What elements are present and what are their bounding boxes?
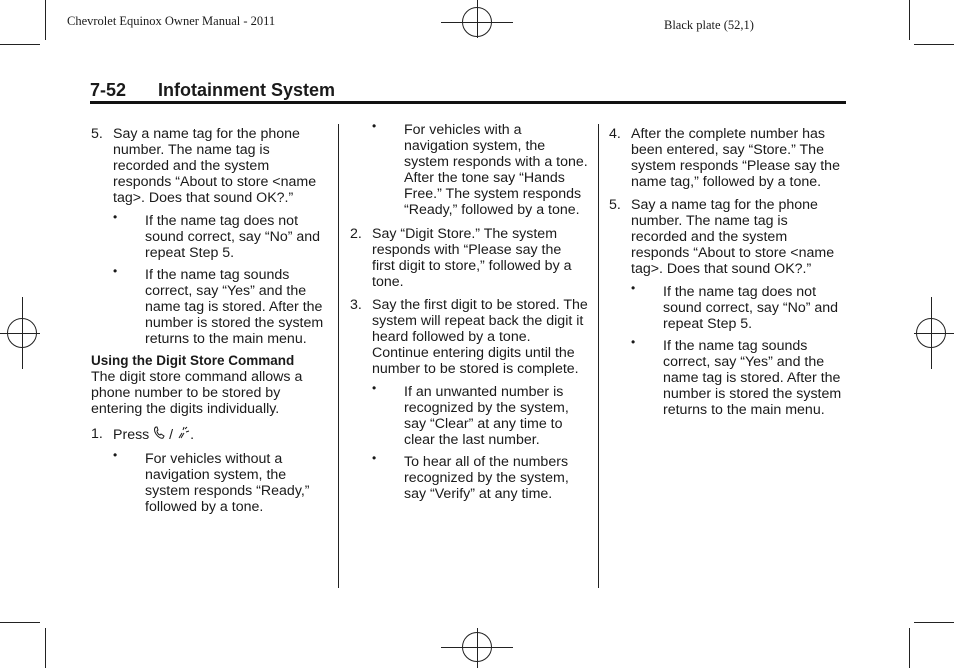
page-number: 7-52 bbox=[90, 80, 127, 100]
crop-mark bbox=[45, 628, 46, 668]
bullet-text: If the name tag sounds correct, say “Yes” and the name tag is stored. After the number is stored the system returns to the main menu. bbox=[663, 338, 842, 418]
crop-mark bbox=[909, 0, 910, 40]
bullet-icon: • bbox=[372, 381, 377, 395]
bullet-text: For vehicles with a navigation system, the system responds with a tone. After the tone say “Hands Free.” The system responds “Ready,” followed by a tone. bbox=[404, 122, 588, 218]
bullet-item bbox=[113, 448, 329, 515]
section-title: Infotainment System bbox=[158, 80, 336, 100]
column-2 bbox=[350, 119, 588, 508]
doc-title: Chevrolet Equinox Owner Manual - 2011 bbox=[67, 14, 276, 28]
step-number: 5. bbox=[91, 126, 103, 142]
list-item bbox=[609, 126, 847, 190]
bullet-item bbox=[113, 264, 329, 347]
voice-button-icon bbox=[177, 426, 190, 440]
list-item bbox=[91, 126, 329, 206]
column-divider bbox=[598, 124, 599, 588]
registration-mark-icon bbox=[477, 0, 478, 38]
step-text: Press / . bbox=[113, 427, 195, 443]
bullet-item bbox=[631, 281, 847, 332]
paragraph: The digit store command allows a phone number to be stored by entering the digits individually. bbox=[91, 369, 303, 417]
column-3 bbox=[609, 126, 847, 424]
bullet-item bbox=[372, 451, 588, 502]
crop-mark bbox=[45, 0, 46, 40]
phone-button-icon bbox=[153, 426, 165, 440]
crop-mark bbox=[914, 44, 954, 45]
step-text: After the complete number has been entered, say “Store.” The system responds “Please say the name tag,” followed by a tone. bbox=[631, 126, 840, 190]
step-text: Say a name tag for the phone number. The name tag is recorded and the system responds “About to store <name tag>. Does that sound OK?.” bbox=[631, 197, 835, 277]
bullet-icon: • bbox=[372, 451, 377, 465]
crop-mark bbox=[0, 44, 40, 45]
column-divider bbox=[338, 124, 339, 588]
crop-mark bbox=[0, 622, 40, 623]
section-heading bbox=[90, 80, 335, 101]
step-number: 1. bbox=[91, 426, 103, 442]
column-1 bbox=[91, 126, 329, 521]
plate-label: Black plate (52,1) bbox=[664, 18, 754, 32]
registration-mark-icon bbox=[931, 297, 932, 369]
heading-rule bbox=[90, 101, 846, 104]
crop-mark bbox=[909, 628, 910, 668]
bullet-item bbox=[113, 210, 329, 261]
step-number: 5. bbox=[609, 197, 621, 213]
bullet-text: To hear all of the numbers recognized by the system, say “Verify” at any time. bbox=[404, 454, 569, 502]
bullet-text: If the name tag sounds correct, say “Yes” and the name tag is stored. After the number is stored the system returns to the main menu. bbox=[145, 267, 324, 347]
bullet-icon: • bbox=[113, 264, 118, 278]
bullet-text: If the name tag does not sound correct, say “No” and repeat Step 5. bbox=[145, 213, 321, 261]
bullet-item bbox=[631, 335, 847, 418]
registration-mark-icon bbox=[914, 333, 954, 334]
step-text: Say a name tag for the phone number. The name tag is recorded and the system responds “About to store <name tag>. Does that sound OK?.” bbox=[113, 126, 317, 206]
step-text: Say “Digit Store.” The system responds with “Please say the first digit to store,” followed by a tone. bbox=[372, 226, 572, 290]
crop-mark bbox=[914, 622, 954, 623]
bullet-icon: • bbox=[631, 335, 636, 349]
subheading: Using the Digit Store Command bbox=[91, 353, 295, 368]
bullet-icon: • bbox=[113, 210, 118, 224]
step-number: 2. bbox=[350, 226, 362, 242]
step-text: Say the first digit to be stored. The system will repeat back the digit it heard followed by a tone. Continue entering digits until the number to be stored is complete. bbox=[372, 297, 588, 377]
bullet-item bbox=[372, 381, 588, 448]
bullet-icon: • bbox=[372, 119, 377, 133]
list-item bbox=[91, 426, 329, 443]
bullet-icon: • bbox=[113, 448, 118, 462]
bullet-text: If the name tag does not sound correct, say “No” and repeat Step 5. bbox=[663, 284, 839, 332]
bullet-icon: • bbox=[631, 281, 636, 295]
list-item bbox=[350, 297, 588, 377]
bullet-item bbox=[372, 119, 588, 218]
registration-mark-icon bbox=[477, 628, 478, 668]
list-item bbox=[609, 197, 847, 277]
registration-mark-icon bbox=[22, 297, 23, 369]
step-number: 4. bbox=[609, 126, 621, 142]
step-number: 3. bbox=[350, 297, 362, 313]
bullet-text: For vehicles without a navigation system, the system responds “Ready,” followed by a tone. bbox=[145, 451, 310, 515]
registration-mark-icon bbox=[0, 333, 40, 334]
bullet-text: If an unwanted number is recognized by the system, say “Clear” at any time to clear the last number. bbox=[404, 384, 569, 448]
list-item bbox=[350, 226, 588, 290]
